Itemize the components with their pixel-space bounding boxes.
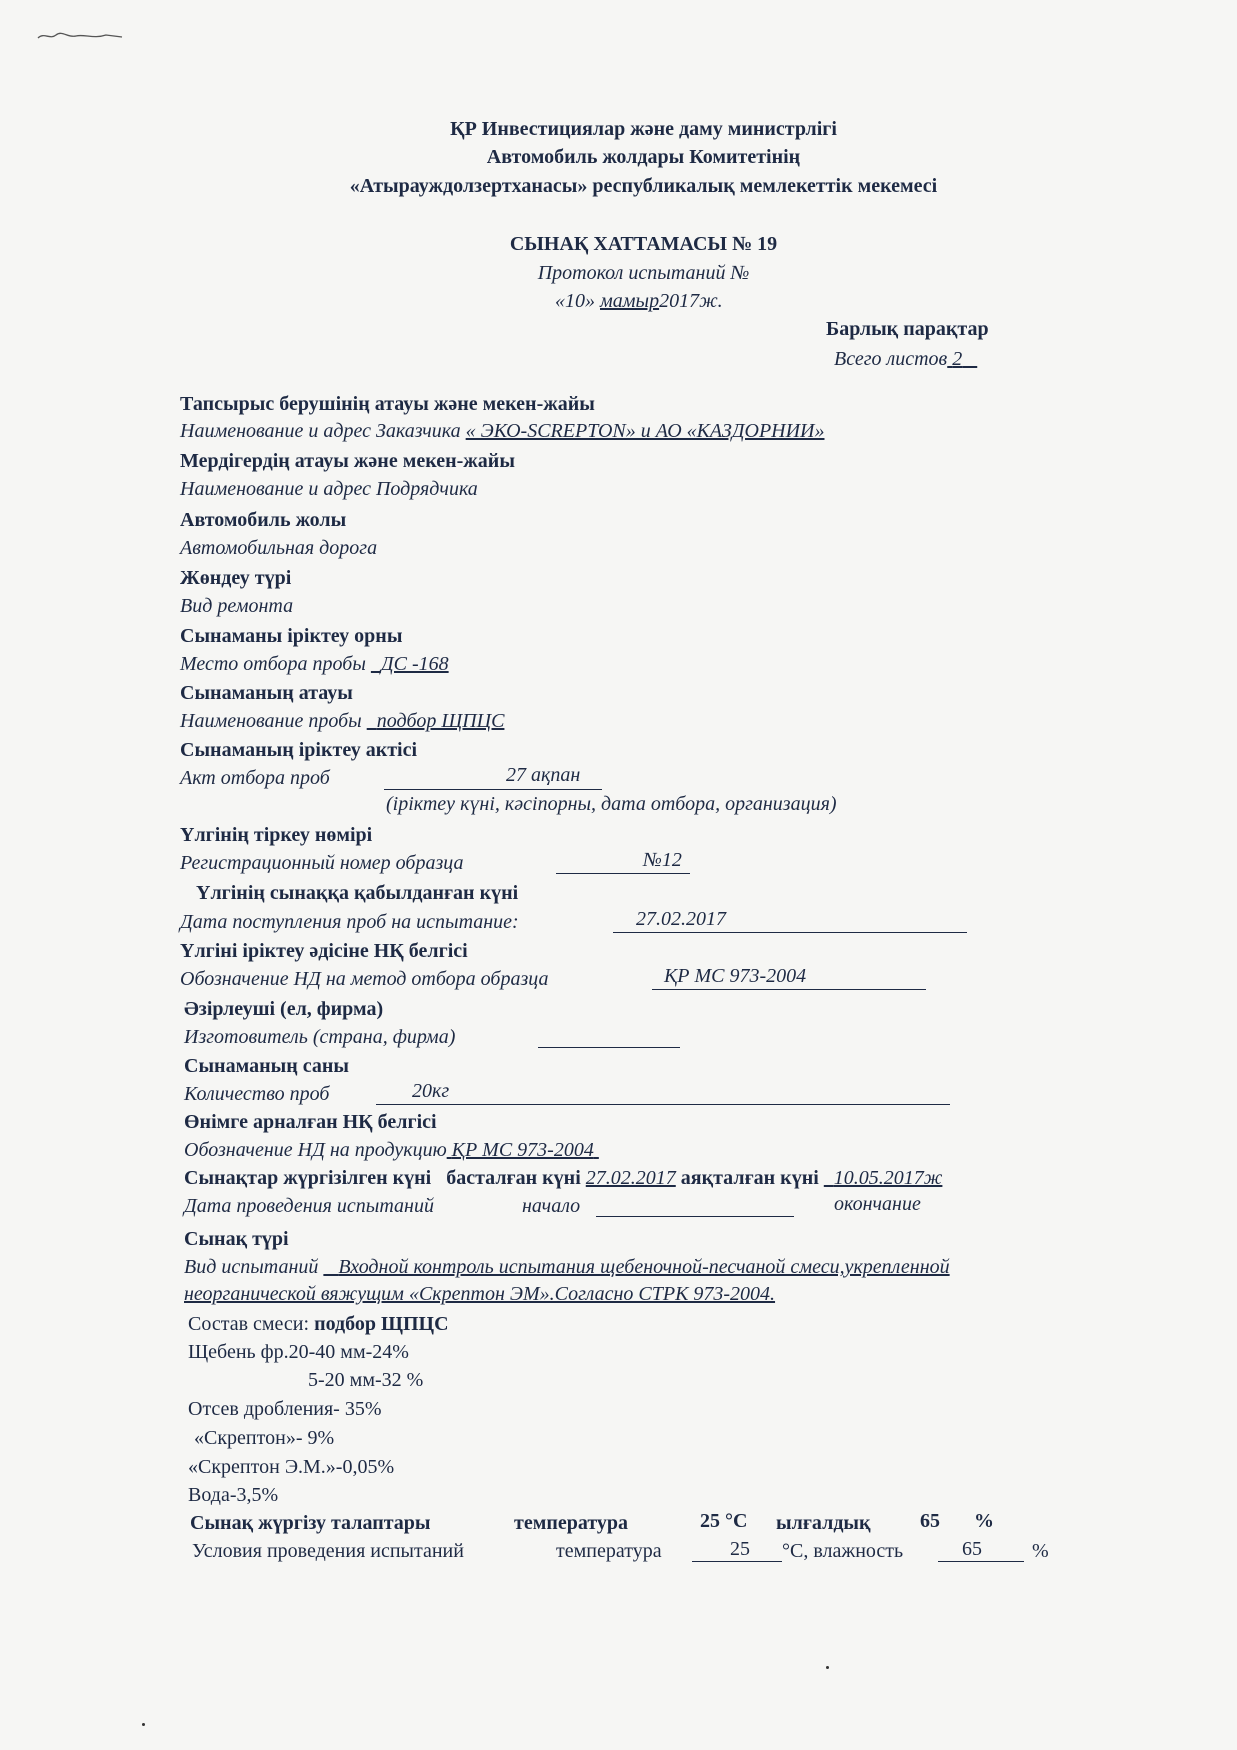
- sheets-label-kz: Барлық парақтар: [826, 318, 989, 340]
- conditions-hum-value-ru: 65: [962, 1538, 982, 1560]
- act-value: 27 ақпан: [506, 764, 581, 786]
- dates-end-value: 10.05.2017ж: [833, 1167, 943, 1189]
- conditions-label-ru: Условия проведения испытаний: [192, 1540, 464, 1562]
- reg-value: №12: [643, 849, 682, 871]
- speck: [826, 1666, 829, 1669]
- dates-start-underline: [596, 1216, 794, 1217]
- ministry-line: ҚР Инвестициялар және даму министрлігі: [450, 118, 837, 140]
- mix-line-1: Щебень фр.20-40 мм-24%: [188, 1341, 409, 1363]
- contractor-label-ru: Наименование и адрес Подрядчика: [180, 478, 478, 500]
- conditions-temp-label-ru: температура: [556, 1540, 662, 1562]
- nd-product-label-ru: Обозначение НД на продукцию: [184, 1139, 447, 1161]
- dates-label-ru: Дата проведения испытаний: [184, 1195, 434, 1217]
- conditions-temp-value-kz: 25 °С: [700, 1510, 748, 1532]
- conditions-hum-underline: [938, 1561, 1024, 1562]
- conditions-percent-kz: %: [974, 1510, 994, 1532]
- mix-line-3: Отсев дробления- 35%: [188, 1398, 382, 1420]
- mix-line-2: 5-20 мм-32 %: [308, 1369, 424, 1391]
- qty-label-ru: Количество проб: [184, 1083, 330, 1105]
- nd-method-label-kz: Үлгіні іріктеу әдісіне НҚ белгісі: [180, 940, 468, 962]
- contractor-label-kz: Мердігердің атауы және мекен-жайы: [180, 450, 515, 472]
- sample-name-label-kz: Сынаманың атауы: [180, 682, 353, 704]
- nd-method-label-ru: Обозначение НД на метод отбора образца: [180, 968, 549, 990]
- nd-method-underline: [652, 989, 926, 990]
- customer-label-kz: Тапсырыс берушінің атауы және мекен-жайы: [180, 393, 595, 415]
- customer-value: « ЭКО-SCREPTON» и АО «КАЗДОРНИИ»: [465, 420, 825, 442]
- sample-place-label-ru: Место отбора пробы: [180, 653, 366, 675]
- qty-label-kz: Сынаманың саны: [184, 1055, 349, 1077]
- conditions-temp-unit-ru: °С, влажность: [782, 1540, 904, 1562]
- test-type-value-1: Входной контроль испытания щебеночной-песчаной смеси,укрепленной: [338, 1256, 950, 1278]
- reg-underline: [556, 873, 690, 874]
- conditions-temp-underline: [692, 1561, 782, 1562]
- repair-label-ru: Вид ремонта: [180, 595, 294, 617]
- act-note: (іріктеу күні, кәсіпорны, дата отбора, организация): [386, 793, 837, 815]
- dates-start-label-kz: басталған күні: [446, 1167, 581, 1189]
- dates-end-label-kz: аяқталған күні: [680, 1167, 819, 1189]
- maker-underline: [538, 1047, 680, 1048]
- nd-product-value: ҚР МС 973-2004: [451, 1139, 594, 1161]
- reg-label-kz: Үлгінің тіркеу нөмірі: [180, 824, 373, 846]
- test-type-value-2: неорганической вяжущим «Скрептон ЭМ».Согласно СТРК 973-2004.: [184, 1283, 776, 1305]
- mix-label: Состав смеси:: [188, 1313, 310, 1335]
- conditions-hum-label-kz: ылғалдық: [776, 1512, 871, 1534]
- sheets-label-ru: [834, 348, 977, 371]
- sheets-ru-text: Всего листов: [834, 348, 948, 370]
- sample-place-label-kz: Сынаманы іріктеу орны: [180, 625, 403, 647]
- qty-value: 20кг: [412, 1080, 450, 1102]
- accept-value: 27.02.2017: [636, 908, 726, 930]
- conditions-label-kz: Сынақ жүргізу талаптары: [190, 1512, 431, 1534]
- date-year: 2017ж.: [659, 290, 723, 312]
- protocol-date: [555, 290, 723, 313]
- dates-start-label-ru: начало: [522, 1195, 581, 1217]
- act-underline: [384, 789, 602, 790]
- mix-row: [188, 1313, 449, 1336]
- mix-line-4: «Скрептон»- 9%: [194, 1427, 335, 1449]
- sample-place-value: ДС -168: [380, 653, 449, 675]
- maker-label-ru: Изготовитель (страна, фирма): [184, 1026, 456, 1048]
- protocol-title: СЫНАҚ ХАТТАМАСЫ № 19: [509, 233, 778, 255]
- mix-value: подбор ЩПЦС: [314, 1313, 449, 1335]
- handwritten-mark: [36, 26, 126, 46]
- dates-label-kz: Сынақтар жүргізілген күні: [184, 1167, 432, 1189]
- conditions-temp-value-ru: 25: [730, 1538, 750, 1560]
- accept-label-ru: Дата поступления проб на испытание:: [180, 911, 519, 933]
- institution-line: «Атырауждолзертханасы» республикалық мемлекеттік мекемесі: [349, 175, 938, 197]
- protocol-subtitle: Протокол испытаний №: [537, 262, 750, 284]
- speck: [142, 1723, 145, 1726]
- nd-product-label-kz: Өнімге арналған НҚ белгісі: [184, 1111, 437, 1133]
- sample-place-row: [180, 653, 449, 676]
- customer-row: [180, 420, 824, 443]
- sample-name-value: подбор ЩПЦС: [376, 710, 505, 732]
- mix-line-6: Вода-3,5%: [188, 1484, 279, 1506]
- dates-row-kz: [184, 1167, 942, 1190]
- maker-label-kz: Әзірлеуші (ел, фирма): [184, 998, 384, 1020]
- conditions-temp-label-kz: температура: [514, 1512, 629, 1534]
- sample-name-label-ru: Наименование пробы: [180, 710, 362, 732]
- dates-end-label-ru: окончание: [834, 1193, 921, 1215]
- road-label-ru: Автомобильная дорога: [180, 537, 378, 559]
- act-label-kz: Сынаманың іріктеу актісі: [180, 739, 418, 761]
- committee-line: Автомобиль жолдары Комитетінің: [486, 146, 801, 168]
- qty-underline: [376, 1104, 950, 1105]
- test-type-label-ru: Вид испытаний: [184, 1256, 319, 1278]
- dates-start-value: 27.02.2017: [585, 1167, 676, 1189]
- sheets-value-text: 2: [952, 348, 963, 370]
- mix-line-5: «Скрептон Э.М.»-0,05%: [188, 1456, 395, 1478]
- sheets-value: [947, 348, 977, 370]
- reg-label-ru: Регистрационный номер образца: [180, 852, 464, 874]
- customer-label-ru: Наименование и адрес Заказчика: [180, 420, 461, 442]
- conditions-hum-value-kz: 65: [920, 1510, 940, 1532]
- accept-label-kz: Үлгінің сынаққа қабылданған күні: [196, 882, 519, 904]
- accept-underline: [613, 932, 967, 933]
- date-day: «10»: [555, 290, 595, 312]
- nd-method-value: ҚР МС 973-2004: [664, 965, 807, 987]
- test-type-label-kz: Сынақ түрі: [184, 1228, 289, 1250]
- road-label-kz: Автомобиль жолы: [180, 509, 347, 531]
- test-type-row: [184, 1256, 950, 1279]
- date-month: мамыр: [600, 290, 660, 312]
- sample-name-row: [180, 710, 504, 733]
- conditions-percent-ru: %: [1032, 1540, 1049, 1562]
- repair-label-kz: Жөндеу түрі: [180, 567, 292, 589]
- nd-product-row: [184, 1139, 599, 1162]
- act-label-ru: Акт отбора проб: [180, 767, 330, 789]
